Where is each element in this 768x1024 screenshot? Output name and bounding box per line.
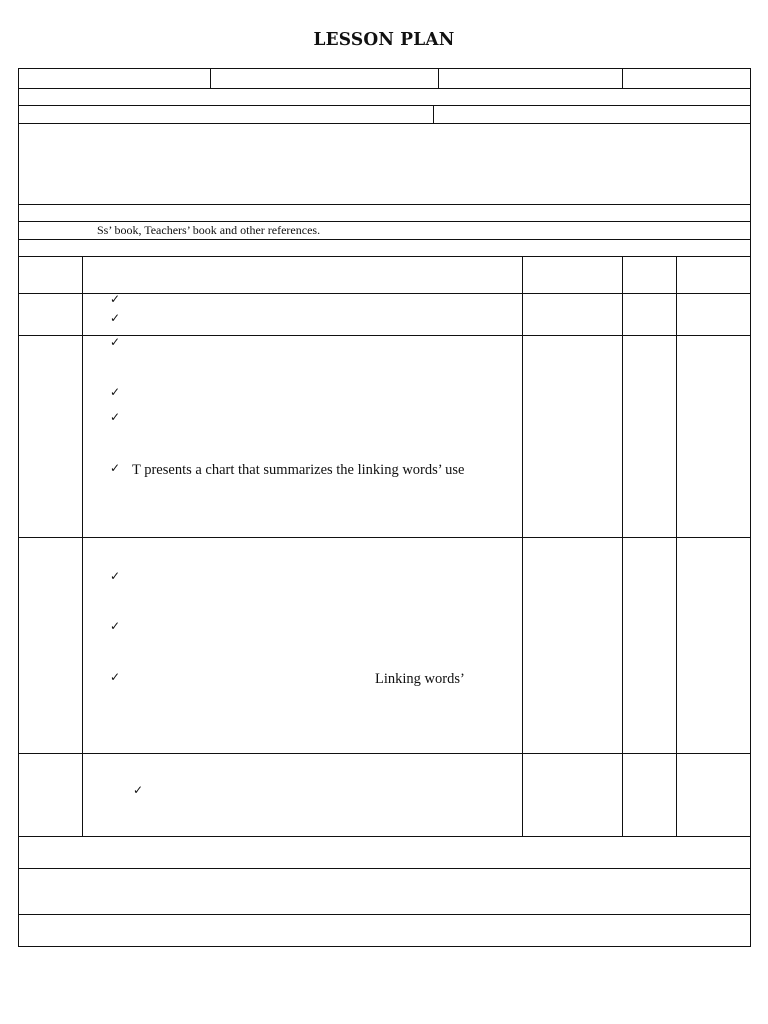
stage-col-divider [82, 256, 83, 836]
row-divider-11 [18, 753, 751, 754]
time-col-divider [676, 256, 677, 836]
page-title: LESSON PLAN [313, 29, 455, 51]
check-icon: ✓ [133, 783, 144, 797]
row-divider-9 [18, 335, 751, 336]
check-icon: ✓ [110, 569, 121, 583]
check-icon: ✓ [110, 410, 121, 424]
table-border-left [18, 68, 19, 947]
table-border-top [18, 68, 751, 69]
row-divider-14 [18, 914, 751, 915]
check-icon: ✓ [110, 311, 121, 325]
table-border-right [750, 68, 751, 947]
row-divider-8 [18, 293, 751, 294]
header-col-divider-2 [438, 68, 439, 88]
row-divider-5 [18, 221, 751, 222]
check-icon: ✓ [110, 670, 121, 684]
row-divider-12 [18, 836, 751, 837]
info-row-divider [433, 105, 434, 123]
row-divider-3 [18, 123, 751, 124]
presentation-step-text: T presents a chart that summarizes the linking words’ use [132, 462, 465, 478]
row-divider-13 [18, 868, 751, 869]
check-icon: ✓ [110, 335, 121, 349]
check-icon: ✓ [110, 461, 121, 475]
interaction-col-divider [622, 256, 623, 836]
row-divider-1 [18, 88, 751, 89]
practice-step-text: Linking words’ [375, 671, 465, 687]
row-divider-2 [18, 105, 751, 106]
check-icon: ✓ [110, 385, 121, 399]
activity-col-divider [522, 256, 523, 836]
row-divider-4 [18, 204, 751, 205]
check-icon: ✓ [110, 292, 121, 306]
table-border-bottom [18, 946, 751, 947]
row-divider-6 [18, 239, 751, 240]
row-divider-10 [18, 537, 751, 538]
row-divider-7 [18, 256, 751, 257]
resources-text: Ss’ book, Teachers’ book and other references. [97, 223, 321, 237]
header-col-divider-3 [622, 68, 623, 88]
check-icon: ✓ [110, 619, 121, 633]
header-col-divider-1 [210, 68, 211, 88]
